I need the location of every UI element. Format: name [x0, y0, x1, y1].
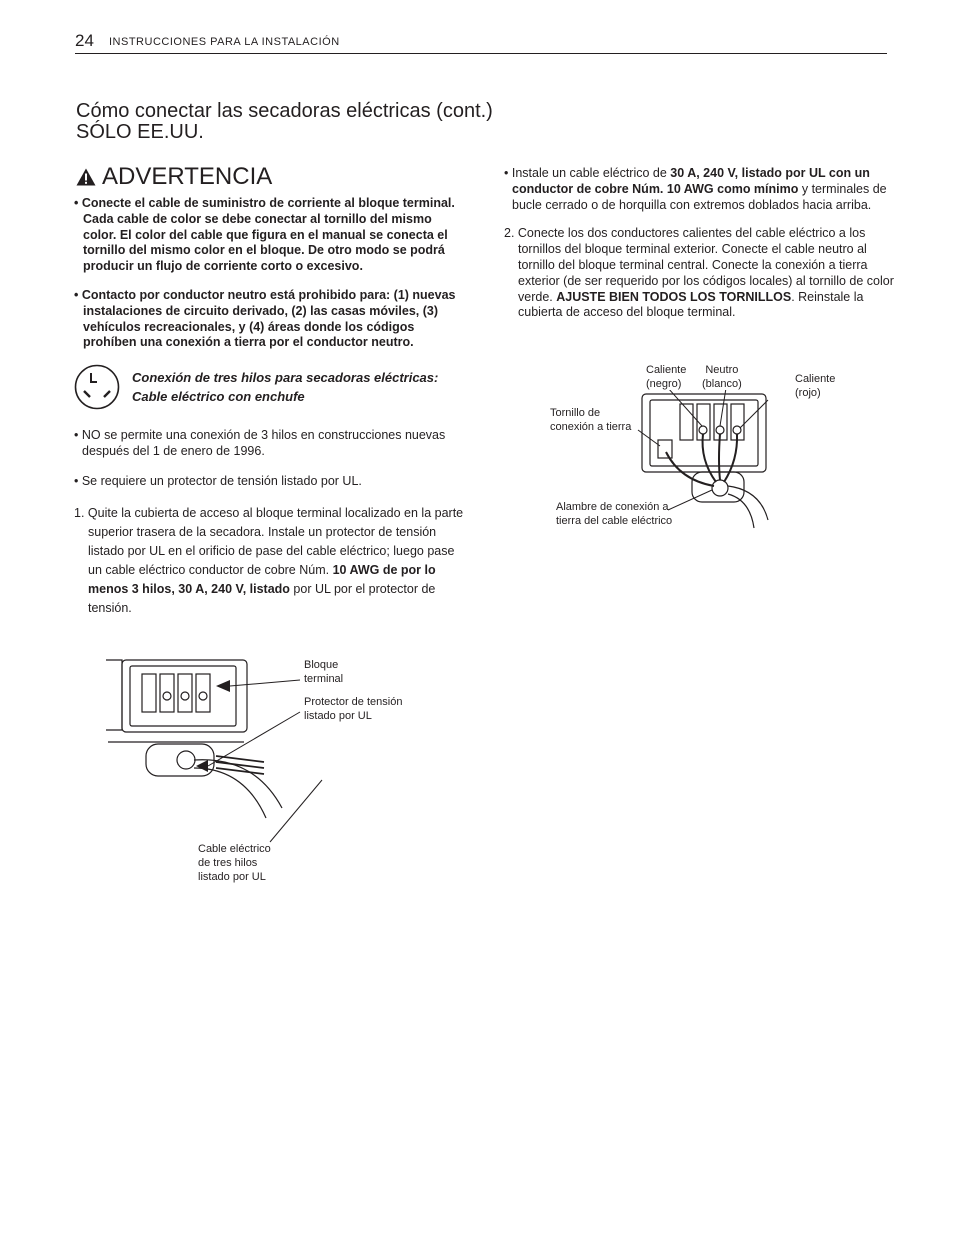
warning-label: ADVERTENCIA	[102, 163, 273, 190]
label-terminal-block-line-2: terminal	[304, 673, 344, 685]
three-wire-caption-line-2: Cable eléctrico con enchufe	[132, 389, 305, 405]
left-column	[74, 196, 464, 618]
label-power-cord	[198, 842, 271, 884]
cord-spec-bullet	[504, 166, 894, 213]
step-2-text-end: . Reinstale la cubierta de acceso del bloque terminal.	[518, 289, 864, 320]
label-strain-relief	[304, 695, 402, 723]
step-2-bold: AJUSTE BIEN TODOS LOS TORNILLOS	[556, 289, 792, 304]
label-neutral-line-2: (blanco)	[702, 378, 742, 390]
three-wire-bullet-1: • NO se permite una conexión de 3 hilos en construcciones nuevas después del 1 de enero de 1996.	[74, 428, 446, 458]
label-strain-relief-line-1: Protector de tensión	[304, 696, 403, 708]
label-neutral	[702, 363, 742, 391]
warning-item-1: • Conecte el cable de suministro de corriente al bloque terminal. Cada cable de color se debe conectar al tornillo del mismo color. El color del cable que figura en el manual se conecta el tornillo del mismo color en el bloque. De otro modo se podrá producir un flujo de corriente corto o excesivo.	[74, 196, 455, 274]
label-hot-black	[646, 363, 686, 391]
cord-spec-text: • Instale un cable eléctrico de	[504, 166, 671, 180]
label-ground-wire-line-1: Alambre de conexión a	[556, 501, 669, 513]
warning-triangle-icon	[76, 168, 96, 186]
page-header	[75, 28, 887, 54]
cord-spec-bold: 30 A, 240 V, listado por UL con un conductor de cobre Núm. 10 AWG como mínimo	[512, 166, 870, 196]
label-ground-wire-line-2: tierra del cable eléctrico	[556, 515, 673, 527]
page-number: 24	[75, 31, 94, 50]
label-ground-screw-line-1: Tornillo de	[550, 407, 601, 419]
three-wire-caption-row	[74, 364, 464, 410]
label-ground-screw-line-2: conexión a tierra	[550, 421, 632, 433]
label-terminal-block-line-1: Bloque	[304, 659, 339, 671]
label-ground-wire	[556, 500, 672, 528]
cord-leader-line	[266, 776, 326, 846]
running-title: INSTRUCCIONES PARA LA INSTALACIÓN	[109, 36, 340, 48]
step-2-text: 2. Conecte los dos conductores calientes del cable eléctrico a los tornillos del bloque terminal exterior. Conecte el cable neutro al tornillo del bloque terminal central. Conecte la conexión a tierra exterior (de ser requerido por los códigos locales) al tornillo de color verde.	[504, 226, 894, 304]
label-hot-red-line-1: Caliente	[795, 373, 836, 385]
warning-heading	[76, 163, 272, 191]
step-2	[504, 226, 894, 321]
label-power-cord-line-2: de tres hilos	[198, 857, 258, 869]
label-ground-screw	[550, 406, 631, 434]
label-power-cord-line-3: listado por UL	[198, 871, 266, 883]
step-1	[74, 504, 464, 618]
label-terminal-block	[304, 658, 343, 686]
three-prong-outlet-icon	[74, 364, 120, 410]
label-neutral-line-1: Neutro	[705, 364, 739, 376]
section-title-line-1: Cómo conectar las secadoras eléctricas (cont.)	[76, 100, 493, 122]
section-title	[76, 101, 636, 143]
three-wire-bullet-2: • Se requiere un protector de tensión listado por UL.	[74, 473, 362, 488]
label-strain-relief-line-2: listado por UL	[304, 710, 372, 722]
step-1-text: 1. Quite la cubierta de acceso al bloque terminal localizado en la parte superior trasera de la secadora. Instale un protector de tensión listado por UL en el orificio de pase del cable eléctrico; luego pase un cable eléctrico conductor de cobre Núm.	[74, 505, 464, 577]
label-hot-black-line-1: Caliente	[646, 364, 687, 376]
step-1-bold: 10 AWG de por lo menos 3 hilos, 30 A, 240 V, listado	[88, 562, 436, 596]
warning-item-2: • Contacto por conductor neutro está prohibido para: (1) nuevas instalaciones de circuito derivado, (2) las casas móviles, (3) vehículos recreacionales, y (4) áreas donde los códigos prohíben una conexión a tierra por el conductor neutro.	[74, 287, 456, 350]
label-hot-red	[795, 372, 835, 400]
cord-spec-text-end: y terminales de bucle cerrado o de horquilla con extremos doblados hacia arriba.	[512, 181, 887, 212]
section-title-line-2: SÓLO EE.UU.	[76, 121, 204, 143]
label-hot-black-line-2: (negro)	[646, 378, 682, 390]
three-wire-caption	[132, 368, 438, 406]
three-wire-caption-line-1: Conexión de tres hilos para secadoras eléctricas:	[132, 370, 439, 386]
step-1-text-end: por UL por el protector de tensión.	[88, 581, 436, 615]
label-hot-red-line-2: (rojo)	[795, 387, 821, 399]
right-column	[504, 166, 894, 334]
label-power-cord-line-1: Cable eléctrico	[198, 843, 271, 855]
